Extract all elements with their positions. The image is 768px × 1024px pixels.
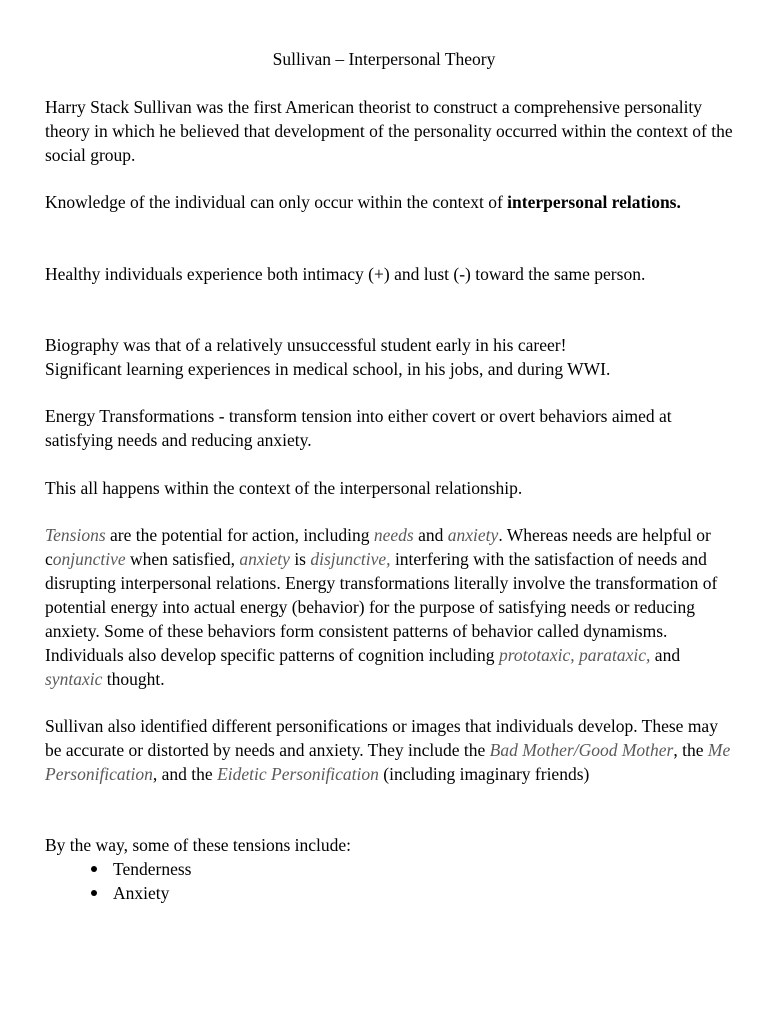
tensions-text-1: are the potential for action, including (105, 525, 374, 545)
tensions-list (45, 857, 645, 905)
tensions-text-5: is (289, 549, 311, 569)
paragraph-intro: Harry Stack Sullivan was the first American theorist to construct a comprehensive personality theory in which he believed that development of the personality occurred within the context of the social group. (45, 97, 733, 165)
list-item (45, 857, 645, 881)
term-needs: needs (373, 525, 414, 545)
tensions-text-6: interfering with the satisfaction of needs and disrupting interpersonal relations. Energy transformations literally involve the transformation of potential energy into actual energy (behavior) for the purpose of satisfying needs or reducing anxiety. Some of these behaviors form consistent patterns of behavior called dynamisms. Individuals also develop specific patterns of cognition including (45, 549, 718, 665)
bullet-icon (91, 890, 97, 896)
list-item-label: Anxiety (113, 883, 170, 903)
paragraph-knowledge (45, 190, 735, 214)
term-anxiety: anxiety (447, 525, 499, 545)
tensions-text-2: and (413, 525, 448, 545)
paragraph-tensions (45, 523, 735, 691)
term-bad-good-mother: Bad Mother/Good Mother (489, 740, 674, 760)
term-prototaxic-parataxic: prototaxic, parataxic, (498, 645, 651, 665)
list-item (45, 881, 645, 905)
personifications-text-1: Sullivan also identified different personifications or images that individuals develop. These may be accurate or distorted by needs and anxiety. They include the (45, 716, 718, 760)
tensions-text-8: thought. (102, 669, 165, 689)
paragraph-knowledge-text: Knowledge of the individual can only occur within the context of (45, 192, 508, 212)
biography-line-2: Significant learning experiences in medical school, in his jobs, and during WWI. (45, 359, 611, 379)
paragraph-energy: Energy Transformations - transform tension into either covert or overt behaviors aimed at satisfying needs and reducing anxiety. (45, 406, 672, 450)
term-tensions: Tensions (45, 525, 106, 545)
personifications-text-2: , the (673, 740, 708, 760)
paragraph-biography (45, 333, 735, 381)
list-item-label: Tenderness (113, 859, 192, 879)
personifications-text-3: , and the (152, 764, 218, 784)
paragraph-personifications (45, 714, 735, 786)
term-syntaxic: syntaxic (45, 669, 103, 689)
term-conjunctive: onjunctive (52, 549, 126, 569)
personifications-text-4: (including imaginary friends) (378, 764, 590, 784)
paragraph-healthy: Healthy individuals experience both intimacy (+) and lust (-) toward the same person. (45, 264, 646, 284)
term-anxiety-2: anxiety (239, 549, 290, 569)
paragraph-by-the-way: By the way, some of these tensions include: (45, 835, 352, 855)
interpersonal-relations-emphasis: interpersonal relations. (507, 192, 681, 212)
tensions-text-4: when satisfied, (125, 549, 240, 569)
term-eidetic-personification: Eidetic Personification (217, 764, 379, 784)
tensions-text-3: . Whereas needs are helpful or c (45, 525, 711, 569)
paragraph-context: This all happens within the context of the interpersonal relationship. (45, 478, 523, 498)
document-title: Sullivan – Interpersonal Theory (272, 49, 496, 69)
tensions-text-7: and (650, 645, 681, 665)
biography-line-1: Biography was that of a relatively unsuccessful student early in his career! (45, 335, 567, 355)
bullet-icon (91, 866, 97, 872)
term-me-personification: Me Personification (45, 740, 731, 784)
term-disjunctive: disjunctive, (310, 549, 391, 569)
